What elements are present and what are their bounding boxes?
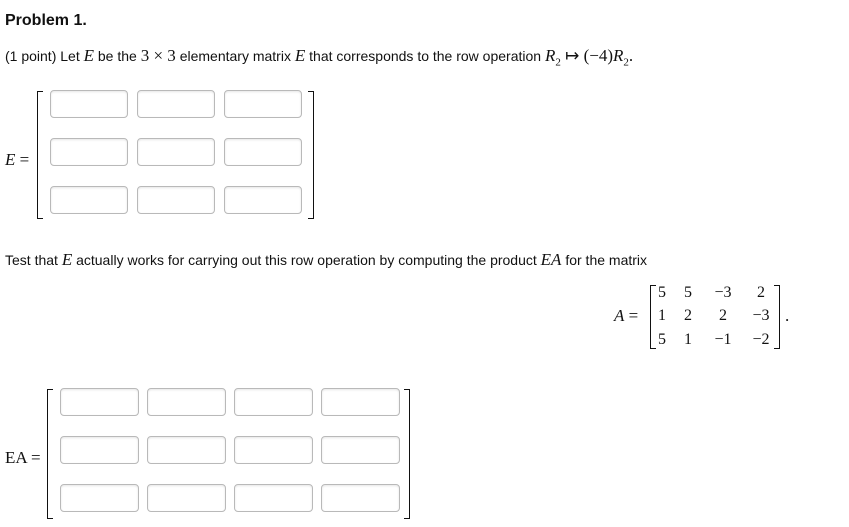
e-cell-3-2[interactable] xyxy=(137,186,215,214)
matrix-e-left-bracket xyxy=(37,91,43,219)
problem-title: Problem 1. xyxy=(5,12,87,29)
ea-cell-1-2[interactable] xyxy=(147,388,226,416)
ea-cell-2-4[interactable] xyxy=(321,436,400,464)
matrix-a-label: A = xyxy=(614,306,639,325)
e-cell-1-3[interactable] xyxy=(224,90,302,118)
a-entry-2-1: 1 xyxy=(658,307,666,324)
let-text: Let xyxy=(60,48,80,64)
ea-cell-1-4[interactable] xyxy=(321,388,400,416)
test-statement xyxy=(5,250,647,270)
problem-statement xyxy=(5,46,633,68)
e-cell-1-2[interactable] xyxy=(137,90,215,118)
row-operation: $R_2$ ↦ $(-4)R_2$. xyxy=(544,46,634,69)
test-text-c: for the matrix xyxy=(565,252,648,268)
matrix-e-right-bracket xyxy=(308,91,314,219)
matrix-ea-label: EA = xyxy=(5,448,41,467)
test-product: EA xyxy=(540,250,562,269)
matrix-a-trailing-period: . xyxy=(785,306,790,325)
a-entry-3-4: −2 xyxy=(752,331,770,348)
a-entry-2-4: −3 xyxy=(752,307,770,324)
test-text-a: Test that xyxy=(5,252,58,268)
matrix-ea-right-bracket xyxy=(404,389,410,519)
e-cell-2-1[interactable] xyxy=(50,138,128,166)
a-entry-2-2: 2 xyxy=(684,307,692,324)
ea-cell-1-3[interactable] xyxy=(234,388,313,416)
ea-cell-2-3[interactable] xyxy=(234,436,313,464)
be-text: be the xyxy=(97,48,137,64)
a-entry-3-1: 5 xyxy=(658,331,666,348)
e-cell-1-1[interactable] xyxy=(50,90,128,118)
ea-cell-2-1[interactable] xyxy=(60,436,139,464)
ea-cell-3-3[interactable] xyxy=(234,484,313,512)
matrix-ea-left-bracket xyxy=(47,389,53,519)
symbol-e: E xyxy=(83,46,94,65)
e-cell-2-2[interactable] xyxy=(137,138,215,166)
test-symbol-e: E xyxy=(61,250,73,269)
elementary-text: elementary matrix xyxy=(179,48,291,64)
ea-cell-2-2[interactable] xyxy=(147,436,226,464)
a-entry-1-3: −3 xyxy=(714,284,732,301)
a-entry-1-4: 2 xyxy=(757,284,765,301)
a-entry-3-3: −1 xyxy=(714,331,732,348)
ea-cell-3-4[interactable] xyxy=(321,484,400,512)
a-entry-1-1: 5 xyxy=(658,284,666,301)
a-entry-2-3: 2 xyxy=(719,307,727,324)
a-entry-1-2: 5 xyxy=(684,284,692,301)
points-label: (1 point) xyxy=(5,48,57,64)
a-entry-3-2: 1 xyxy=(684,331,692,348)
ea-cell-3-1[interactable] xyxy=(60,484,139,512)
matrix-e-label: E = xyxy=(5,150,30,169)
e-cell-3-3[interactable] xyxy=(224,186,302,214)
ea-cell-1-1[interactable] xyxy=(60,388,139,416)
dimension-text: 3 × 3 xyxy=(140,46,176,65)
ea-cell-3-2[interactable] xyxy=(147,484,226,512)
corresponds-text: that corresponds to the row operation xyxy=(309,48,542,64)
e-cell-3-1[interactable] xyxy=(50,186,128,214)
test-text-b: actually works for carrying out this row operation by computing the product xyxy=(76,252,537,268)
symbol-e-2: E xyxy=(294,46,306,65)
e-cell-2-3[interactable] xyxy=(224,138,302,166)
